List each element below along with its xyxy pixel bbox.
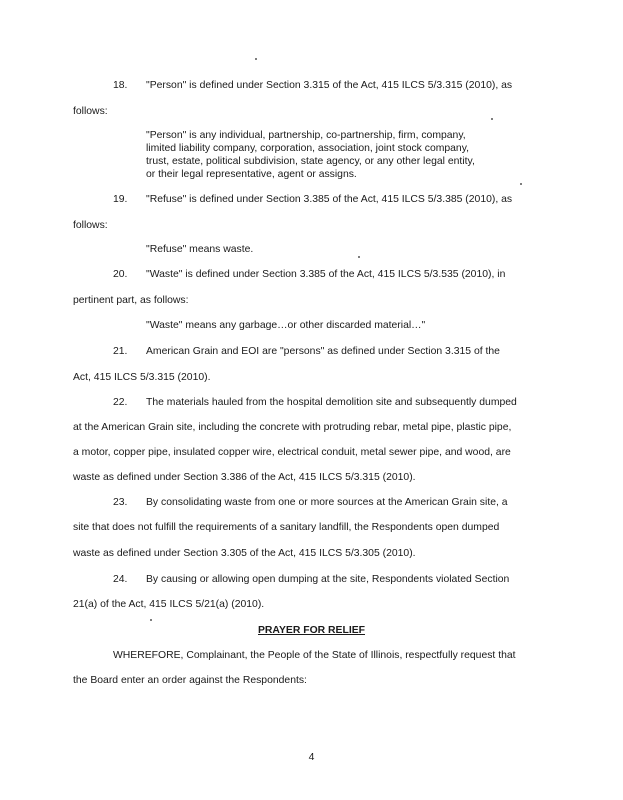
paragraph-22-number: 22.: [113, 397, 128, 408]
paragraph-18-quote-line-4: or their legal representative, agent or assigns.: [146, 169, 357, 180]
paragraph-18-quote-line-1: "Person" is any individual, partnership, co-partnership, firm, company,: [146, 130, 466, 141]
paragraph-22-line-4: waste as defined under Section 3.386 of the Act, 415 ILCS 5/3.315 (2010).: [73, 472, 416, 483]
scan-speck: [491, 118, 493, 120]
section-heading: PRAYER FOR RELIEF: [257, 625, 365, 636]
paragraph-23-number: 23.: [113, 497, 128, 508]
closing-line-2: the Board enter an order against the Respondents:: [73, 675, 307, 686]
paragraph-20-number: 20.: [113, 269, 128, 280]
paragraph-20-quote-line-1: "Waste" means any garbage…or other discarded material…": [146, 320, 426, 331]
page-number: 4: [308, 752, 315, 763]
paragraph-23-line-3: waste as defined under Section 3.305 of the Act, 415 ILCS 5/3.305 (2010).: [73, 548, 416, 559]
paragraph-22-line-3: a motor, copper pipe, insulated copper wire, electrical conduit, metal sewer pipe, and wood, are: [73, 447, 511, 458]
paragraph-23-line-1: By consolidating waste from one or more sources at the American Grain site, a: [146, 497, 508, 508]
scan-speck: [520, 183, 522, 185]
paragraph-22-line-1: The materials hauled from the hospital demolition site and subsequently dumped: [146, 397, 517, 408]
paragraph-18-line-2: follows:: [73, 106, 108, 117]
closing-line-1: WHEREFORE, Complainant, the People of the State of Illinois, respectfully request that: [113, 650, 516, 661]
paragraph-24-line-1: By causing or allowing open dumping at the site, Respondents violated Section: [146, 574, 510, 585]
paragraph-24-line-2: 21(a) of the Act, 415 ILCS 5/21(a) (2010).: [73, 599, 265, 610]
scan-speck: [255, 58, 257, 60]
paragraph-20-line-1: "Waste" is defined under Section 3.385 of the Act, 415 ILCS 5/3.535 (2010), in: [146, 269, 506, 280]
paragraph-24-number: 24.: [113, 574, 128, 585]
paragraph-18-number: 18.: [113, 80, 128, 91]
paragraph-21-line-2: Act, 415 ILCS 5/3.315 (2010).: [73, 372, 211, 383]
paragraph-19-line-2: follows:: [73, 220, 108, 231]
scan-speck: [358, 256, 360, 258]
paragraph-18-line-1: "Person" is defined under Section 3.315 of the Act, 415 ILCS 5/3.315 (2010), as: [146, 80, 513, 91]
paragraph-21-line-1: American Grain and EOI are "persons" as defined under Section 3.315 of the: [146, 346, 500, 357]
paragraph-20-line-2: pertinent part, as follows:: [73, 295, 189, 306]
scan-speck: [150, 619, 152, 621]
paragraph-18-quote-line-2: limited liability company, corporation, association, joint stock company,: [146, 143, 470, 154]
paragraph-21-number: 21.: [113, 346, 128, 357]
paragraph-18-quote-line-3: trust, estate, political subdivision, state agency, or any other legal entity,: [146, 156, 475, 167]
paragraph-23-line-2: site that does not fulfill the requirements of a sanitary landfill, the Respondents open dumped: [73, 522, 500, 533]
paragraph-19-line-1: "Refuse" is defined under Section 3.385 of the Act, 415 ILCS 5/3.385 (2010), as: [146, 194, 513, 205]
paragraph-19-quote-line-1: "Refuse" means waste.: [146, 244, 254, 255]
paragraph-19-number: 19.: [113, 194, 128, 205]
paragraph-22-line-2: at the American Grain site, including the concrete with protruding rebar, metal pipe, plastic pipe,: [73, 422, 512, 433]
